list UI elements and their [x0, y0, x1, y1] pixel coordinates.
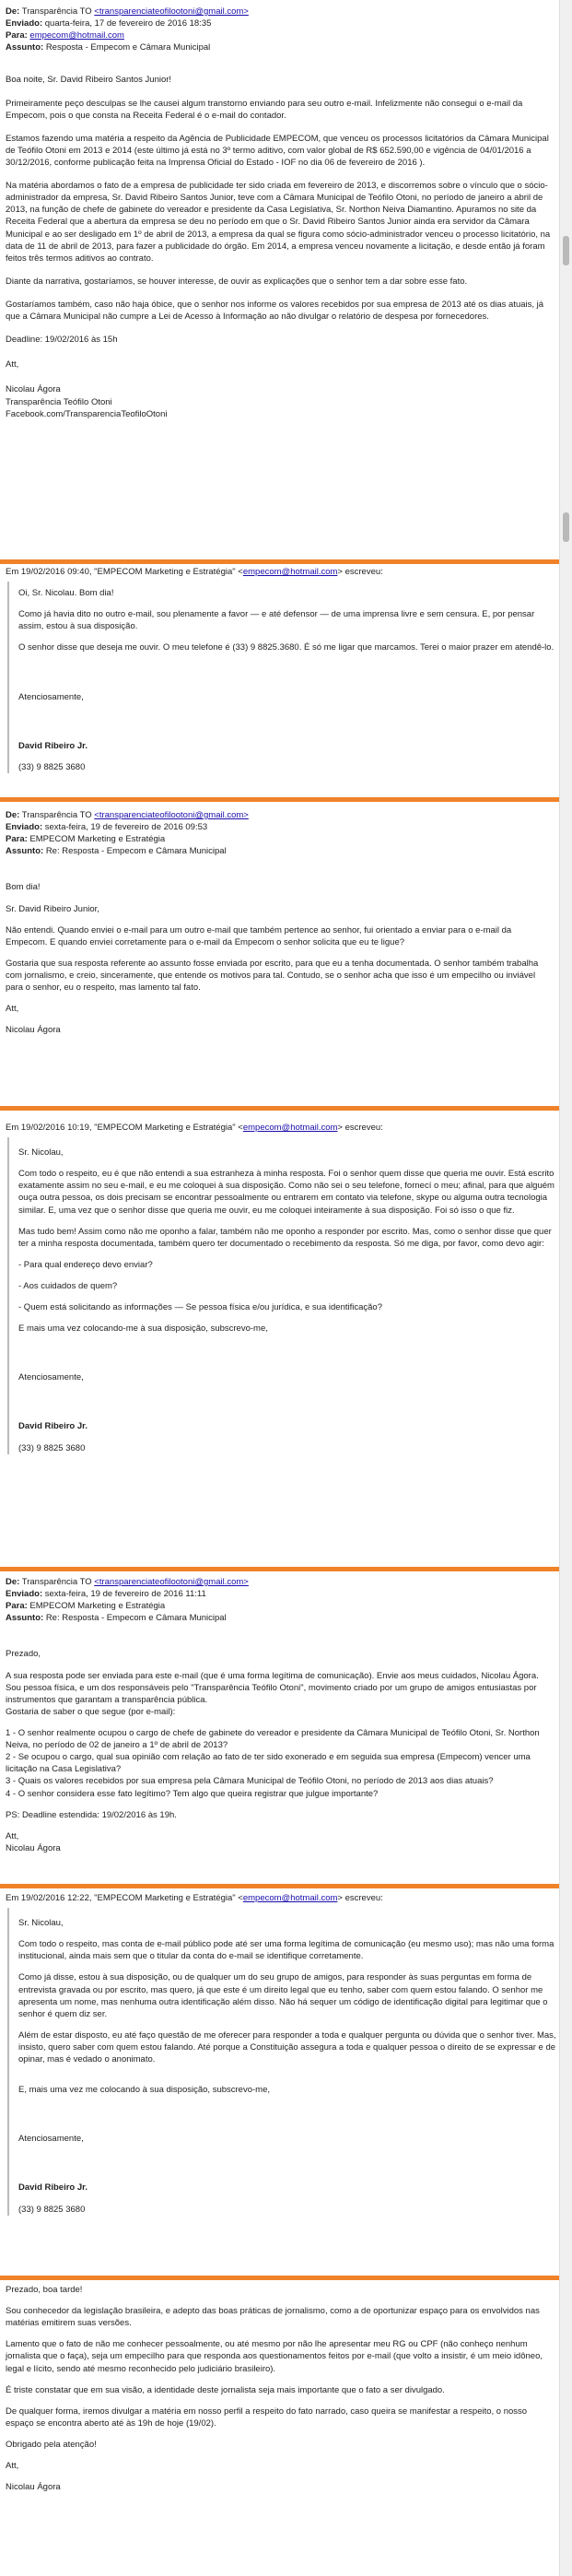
email-header-1: [6, 6, 554, 53]
email-paragraph: Att,: [6, 1004, 19, 1015]
email-paragraph: Com todo o respeito, mas conta de e-mail público pode até ser uma forma legítima de comunicação (eu mesmo uso); mas não uma forma institucional, ainda mais sem que o titular da conta do e-mail se identifique corretamente.: [18, 1939, 554, 1962]
question-list: 1 - O senhor realmente ocupou o cargo de chefe de gabinete do vereador e presidente da Câmara Municipal de Teófilo Otoni, Sr. Northon Neiva, no período de 02 de janeiro a 1º de abril de 2013? 2 - Se ocupou o cargo, qual sua opinião com relação ao fato de ter sido exonerado e em seguida sua empresa (Empecom) vencer uma licitação na Casa Legislativa? 3 - Quais os valores recebidos por sua empresa pela Câmara Municipal de Teófilo Otoni, no período de 2013 aos dias atuais? 4 - O senhor considera esse fato legítimo? Tem algo que queira registrar que julgue importante?: [6, 1727, 540, 1799]
closing-text: Atenciosamente,: [18, 1372, 84, 1383]
quote-email-link[interactable]: empecom@hotmail.com: [242, 1123, 338, 1133]
quoted-reply-2: [0, 1122, 559, 1454]
from-email-link[interactable]: <transparenciateofilootoni@gmail.com>: [94, 810, 249, 820]
message-divider: [0, 1567, 559, 1571]
quote-attribution: Em 19/02/2016 09:40, "EMPECOM Marketing e Estratégia" <empecom@hotmail.com> escreveu:: [6, 567, 383, 577]
email-paragraph: Nicolau Ágora: [6, 2482, 61, 2493]
email-paragraph: A sua resposta pode ser enviada para este e-mail (que é uma forma legítima de comunicação). Envie aos meus cuidados, Nicolau Ágora. Sou pessoa física, e um dos responsáveis pelo "Transparência Teófilo Otoni", movimento criado por um grupo de amigos entusiastas por instrumentos que garantam a transparência pública. Gostaria de saber o que segue (por e-mail):: [6, 1670, 539, 1717]
email-paragraph: Diante da narrativa, gostaríamos, se houver interesse, de ouvir as explicações que o senhor tem a dar sobre esse fato.: [6, 276, 468, 287]
email-message-3: [0, 1576, 559, 1864]
signature-phone: (33) 9 8825 3680: [18, 1442, 86, 1453]
email-paragraph: Como já havia dito no outro e-mail, sou plenamente a favor — e até defensor — de uma imprensa livre e sem censura. E, por pensar assim, estou à sua disposição.: [18, 609, 535, 632]
closing-text: Atenciosamente,: [18, 691, 84, 702]
to-label: Para:: [6, 30, 28, 41]
email-header-2: De: Transparência TO <transparenciateofilootoni@gmail.com> Enviado: sexta-feira, 19 de fevereiro de 2016 09:53 Para: EMPECOM Marketing e Estratégia Assunto: Re: Resposta - Empecom e Câmara Municipal: [6, 810, 249, 857]
email-paragraph: Na matéria abordamos o fato de a empresa de publicidade ter sido criada em fevereiro de 2013, e discorremos sobre o vínculo que o sócio-administrador da empresa, Sr. David Ribeiro Santos Junior, teve com a Câmara Municipal de Teófilo Otoni, no período de janeiro a abril de 2013, na função de chefe de gabinete do vereador e presidente da Casa Legislativa, Sr. Northon Neiva Diamantino. Apuramos no site da Receita Federal que a abertura da empresa se deu no período em que o Sr. David Ribeiro Santos Junior ainda era servidor da Câmara Municipal e ao ser desligado em 1º de abril de 2013, a empresa da qual se figura como sócio-administrador venceu o processo licitatório, na data de 11 de abril de 2013, para fazer a publicidade do órgão. Em 2014, a empresa venceu novamente a licitação, e desde então já foram feitos três termos aditivos ao contrato.: [6, 181, 551, 264]
email-message-2: [0, 809, 559, 1045]
signature: [6, 383, 554, 419]
to-email-link[interactable]: empecom@hotmail.com: [29, 30, 124, 41]
email-paragraph: Oi, Sr. Nicolau. Bom dia!: [18, 588, 114, 599]
scrollbar-thumb[interactable]: [563, 236, 569, 265]
from-name: Transparência TO: [21, 6, 92, 17]
email-paragraph: E, mais uma vez me colocando à sua disposição, subscrevo-me,: [18, 2085, 270, 2096]
quoted-body: [7, 582, 559, 773]
signature-phone: (33) 9 8825 3680: [18, 761, 86, 772]
email-paragraph: Estamos fazendo uma matéria a respeito da Agência de Publicidade EMPECOM, que venceu os processos licitatórios da Câmara Municipal de Teófilo Otoni em 2013 e 2014 (este último já está no 3º termo aditivo, com valor global de R$ 652.590,00 e vigência de 04/01/2016 a 30/12/2016, conforme publicação feita na Imprensa Oficial do Estado - IOF no dia 06 de fevereiro de 2016 ).: [6, 133, 549, 168]
email-paragraph: O senhor disse que deseja me ouvir. O meu telefone é (33) 9 8825.3680. É só me ligar que marcamos. Terei o maior prazer em atendê-lo.: [18, 642, 554, 653]
quote-attribution: Em 19/02/2016 12:22, "EMPECOM Marketing e Estratégia" <empecom@hotmail.com> escreveu:: [6, 1893, 383, 1903]
quoted-body: [7, 1137, 559, 1454]
signature-line: Nicolau Ágora: [6, 384, 61, 395]
quote-email-link[interactable]: empecom@hotmail.com: [242, 567, 338, 577]
quoted-reply-3: [0, 1892, 559, 2216]
email-paragraph: Prezado,: [6, 1649, 41, 1660]
email-paragraph: Gostaria que sua resposta referente ao assunto fosse enviada por escrito, para que eu a tenha documentada. O senhor também trabalha com jornalismo, e creio, sinceramente, que entende os motivos para tal. Contudo, se o senhor acha que isso é um empecilho ou inviável para o senhor, eu o respeito, mas lamento tal fato.: [6, 958, 539, 994]
email-message-1: [0, 6, 559, 420]
email-paragraph: PS: Deadline estendida: 19/02/2016 às 19h.: [6, 1809, 177, 1820]
sent-value: quarta-feira, 17 de fevereiro de 2016 18:35: [44, 18, 212, 29]
message-divider: [0, 2276, 559, 2280]
closing-text: Atenciosamente,: [18, 2134, 84, 2145]
scrollbar-thumb[interactable]: [563, 512, 569, 542]
email-paragraph: É triste constatar que em sua visão, a identidade deste jornalista seja mais importante que o fato a ser divulgado.: [6, 2384, 445, 2395]
email-paragraph: Boa noite, Sr. David Ribeiro Santos Junior!: [6, 75, 172, 86]
from-email-link[interactable]: <transparenciateofilootoni@gmail.com>: [94, 6, 249, 17]
final-message: [0, 2284, 559, 2502]
sent-label: Enviado:: [6, 18, 43, 29]
email-paragraph: Att, Nicolau Ágora: [6, 1830, 61, 1853]
email-paragraph: - Para qual endereço devo enviar?: [18, 1259, 153, 1270]
signature-line: Transparência Teófilo Otoni: [6, 396, 112, 407]
email-paragraph: Sou conhecedor da legislação brasileira, e adepto das boas práticas de jornalismo, como a de oportunizar espaço para os envolvidos nas matérias emitirem suas versões.: [6, 2306, 540, 2329]
email-header-3: De: Transparência TO <transparenciateofilootoni@gmail.com> Enviado: sexta-feira, 19 de fevereiro de 2016 11:11 Para: EMPECOM Marketing e Estratégia Assunto: Re: Resposta - Empecom e Câmara Municipal: [6, 1577, 249, 1624]
email-paragraph: Não entendi. Quando enviei o e-mail para um outro e-mail que também pertence ao senhor, fui orientado a enviar para o e-mail da Empecom. E quando enviei corretamente para o e-mail da Empecom o senhor solicita que eu te ligue?: [6, 924, 512, 947]
signature-name: David Ribeiro Jr.: [18, 740, 88, 751]
email-paragraph: Sr. Nicolau,: [18, 1918, 64, 1929]
email-paragraph: Com todo o respeito, eu é que não entendi a sua estranheza à minha resposta. Foi o senhor quem disse que queria me ouvir. Está escrito exatamente assim no seu e-mail, e eu me coloquei à sua disposição. Como não sei o seu telefone, fornecí o meu; afinal, para que alguém ouça outra pessoa, os dois precisam se encontrar pessoalmente ou entrarem em contato via telefone, skype ou alguma outra tecnologia similar. E, uma vez que o senhor disse que queria me ouvir, eu me coloquei inteiramente à sua disposição. Foi só isso o que fiz.: [18, 1169, 554, 1216]
vertical-scrollbar[interactable]: [559, 0, 572, 2576]
message-divider: [0, 1884, 559, 1888]
message-divider: [0, 1106, 559, 1111]
email-paragraph: Nicolau Ágora: [6, 1025, 61, 1036]
from-email-link[interactable]: <transparenciateofilootoni@gmail.com>: [94, 1577, 249, 1587]
email-paragraph: Bom dia!: [6, 882, 41, 893]
signature-name: David Ribeiro Jr.: [18, 2182, 88, 2194]
email-paragraph: Sr. David Ribeiro Junior,: [6, 903, 99, 914]
email-paragraph: Além de estar disposto, eu até faço questão de me oferecer para responder a toda e qualquer pergunta ou dúvida que o senhor tiver. Mas, insisto, quero saber com quem estou falando. Até porque a Constituição assegura a toda e qualquer pessoa o direito de se expressar e de opinar, mas é vedado o anonimato.: [18, 2029, 556, 2065]
quote-email-link[interactable]: empecom@hotmail.com: [242, 1893, 338, 1903]
signature-phone: (33) 9 8825 3680: [18, 2204, 86, 2215]
from-label: De:: [6, 6, 20, 17]
email-paragraph: Primeiramente peço desculpas se lhe causei algum transtorno enviando para seu outro e-mail. Infelizmente não consegui o e-mail da Empecom, pois o que consta na Receita Federal é o e-mail do contador.: [6, 98, 523, 121]
email-paragraph: Obrigado pela atenção!: [6, 2439, 97, 2450]
quoted-body: [7, 1908, 559, 2216]
email-paragraph: Gostaríamos também, caso não haja óbice, que o senhor nos informe os valores recebidos por sua empresa de 2013 até os dias atuais, já que a Câmara Municipal não cumpre a Lei de Acesso à Informação ao não divulgar o relatório de despesa por fornecedores.: [6, 299, 544, 323]
email-paragraph: De qualquer forma, iremos divulgar a matéria em nosso perfil a respeito do fato narrado, caso queira se manifestar a respeito, o nosso espaço se encontra aberto até às 19h de hoje (19/02).: [6, 2405, 528, 2429]
closing-text: Att,: [6, 359, 19, 371]
email-paragraph: Att,: [6, 2461, 19, 2472]
email-paragraph: Mas tudo bem! Assim como não me oponho a falar, também não me oponho a responder por escrito. Mas, como o senhor disse que quer ter a minha resposta documentada, também quero ter documentado o recebimento da resposta. Só me diga, por favor, como devo agir:: [18, 1226, 552, 1249]
message-divider: [0, 797, 559, 802]
email-paragraph: - Aos cuidados de quem?: [18, 1280, 118, 1291]
quote-attribution: Em 19/02/2016 10:19, "EMPECOM Marketing e Estratégia" <empecom@hotmail.com> escreveu:: [6, 1123, 383, 1133]
email-paragraph: - Quem está solicitando as informações — Se pessoa física e/ou jurídica, e sua identificação?: [18, 1302, 382, 1313]
email-paragraph: Sr. Nicolau,: [18, 1147, 64, 1159]
message-divider: [0, 559, 559, 564]
subject-label: Assunto:: [6, 42, 44, 53]
subject-value: Resposta - Empecom e Câmara Municipal: [45, 42, 211, 53]
deadline-text: Deadline: 19/02/2016 às 15h: [6, 335, 118, 346]
email-paragraph: E mais uma vez colocando-me à sua disposição, subscrevo-me,: [18, 1323, 268, 1335]
quoted-reply-1: [0, 566, 559, 773]
signature-line: Facebook.com/TransparenciaTeofiloOtoni: [6, 408, 168, 419]
email-paragraph: Lamento que o fato de não me conhecer pessoalmente, ou até mesmo por não lhe apresentar meu RG ou CPF (não conheço nenhum jornalista que o faça), seja um empecilho para que responda aos questionamentos feitos por e-mail (que volto a insistir, é um meio idôneo, legal e lícito, sendo até mesmo reconhecido pelo judiciário brasileiro).: [6, 2339, 543, 2374]
email-paragraph: Como já disse, estou à sua disposição, ou de qualquer um do seu grupo de amigos, para responder às suas perguntas em forma de entrevista gravada ou por escrito, mas quero, já que este é um direito legal que eu tenho, saber com quem estou falando. O senhor me apresenta um nome, mas nenhuma outra identificação além disso. Não há sequer um código de identificação digital para legitimar que o senhor é quem diz ser.: [18, 1972, 548, 2019]
signature-name: David Ribeiro Jr.: [18, 1421, 88, 1432]
email-paragraph: Prezado, boa tarde!: [6, 2285, 83, 2295]
